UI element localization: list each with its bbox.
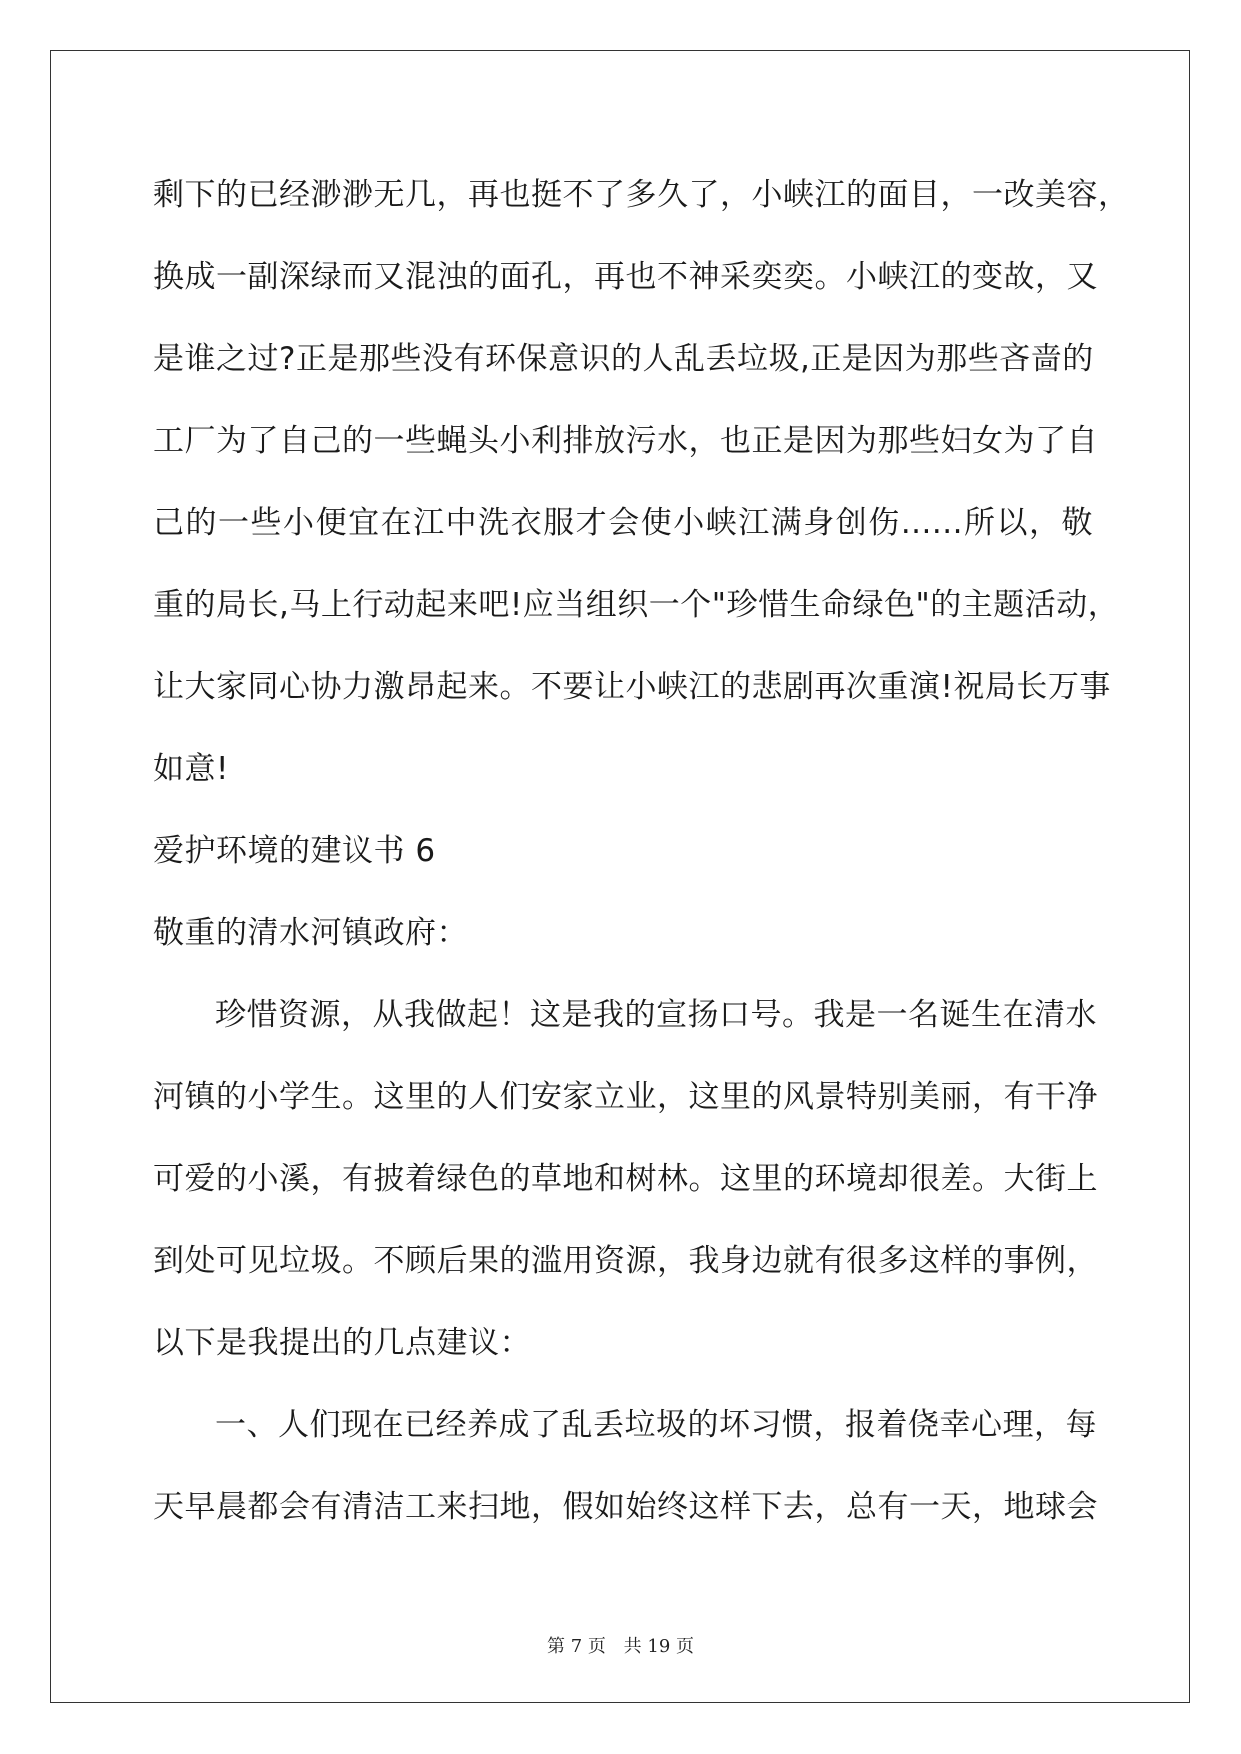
page-footer [0, 1632, 1241, 1658]
text-line: 换成一副深绿而又混浊的面孔，再也不神采奕奕。小峡江的变故，又 [153, 259, 1098, 295]
text-line: 工厂为了自己的一些蝇头小利排放污水，也正是因为那些妇女为了自 [153, 423, 1098, 459]
text-line: 珍惜资源，从我做起！这是我的宣扬口号。我是一名诞生在清水 [215, 997, 1097, 1033]
text-line: 天早晨都会有清洁工来扫地，假如始终这样下去，总有一天，地球会 [153, 1489, 1098, 1525]
text-line: 到处可见垃圾。不顾后果的滥用资源，我身边就有很多这样的事例， [153, 1243, 1098, 1279]
text-line: 让大家同心协力激昂起来。不要让小峡江的悲剧再次重演!祝局长万事 [153, 669, 1111, 705]
text-line: 如意! [153, 751, 229, 787]
text-line: 是谁之过?正是那些没有环保意识的人乱丢垃圾,正是因为那些吝啬的 [153, 341, 1094, 377]
page-total: 共 19 页 [623, 1636, 694, 1657]
document-body [153, 154, 1130, 1548]
page-number: 第 7 页 [547, 1636, 606, 1657]
text-line: 重的局长,马上行动起来吧!应当组织一个"珍惜生命绿色"的主题活动， [153, 587, 1120, 623]
text-line: 剩下的已经渺渺无几，再也挺不了多久了，小峡江的面目，一改美容， [153, 177, 1130, 213]
text-line: 己的一些小便宜在江中洗衣服才会使小峡江满身创伤......所以，敬 [153, 505, 1093, 541]
text-line: 爱护环境的建议书 6 [153, 833, 436, 869]
text-line: 以下是我提出的几点建议： [153, 1325, 531, 1361]
text-line: 一、人们现在已经养成了乱丢垃圾的坏习惯，报着侥幸心理，每 [215, 1407, 1097, 1443]
text-line: 敬重的清水河镇政府： [153, 915, 468, 951]
text-line: 河镇的小学生。这里的人们安家立业，这里的风景特别美丽，有干净 [153, 1079, 1098, 1115]
text-line: 可爱的小溪，有披着绿色的草地和树林。这里的环境却很差。大街上 [153, 1161, 1098, 1197]
